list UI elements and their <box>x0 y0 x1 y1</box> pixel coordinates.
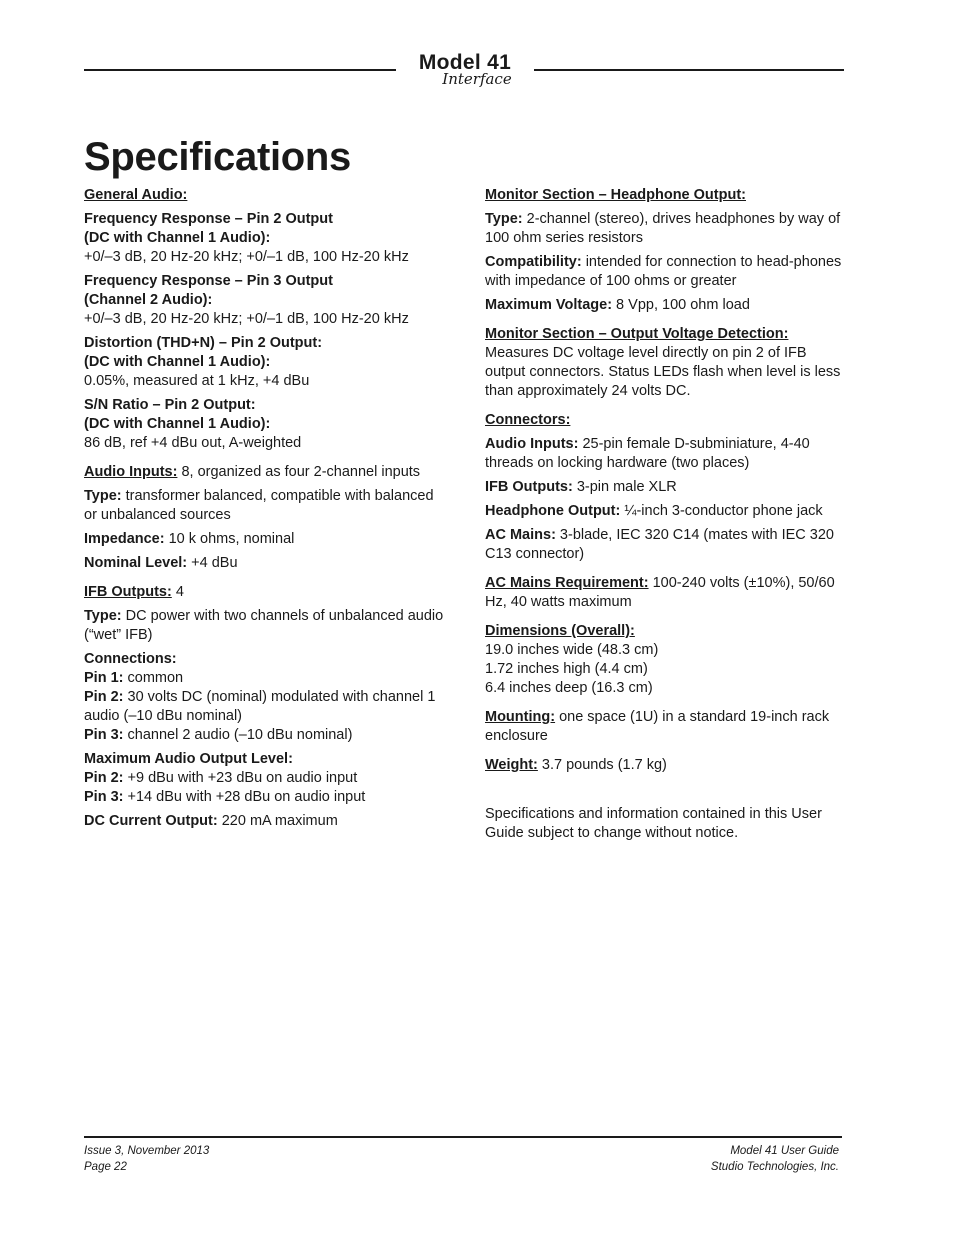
freq-response-pin3 <box>84 272 449 329</box>
spec-label: AC Mains: <box>485 527 556 543</box>
spec-value: 19.0 inches wide (48.3 cm) <box>485 642 659 658</box>
weight-heading: Weight: <box>485 757 538 773</box>
change-notice: Specifications and information contained in this User Guide subject to change without notice. <box>485 806 822 841</box>
spec-value: 3.7 pounds (1.7 kg) <box>537 757 667 773</box>
spec-value: +0/–3 dB, 20 Hz-20 kHz; +0/–1 dB, 100 Hz-20 kHz <box>84 249 409 265</box>
input-type-spec <box>84 487 449 525</box>
spec-heading: (DC with Channel 1 Audio): <box>84 416 271 432</box>
spec-value: 8, organized as four 2-channel inputs <box>177 464 421 480</box>
spec-value: +4 dBu <box>187 555 238 571</box>
spec-heading: Connections: <box>84 651 177 667</box>
spec-label: Pin 3: <box>84 727 124 743</box>
spec-label: Pin 2: <box>84 770 124 786</box>
compatibility-spec <box>485 253 845 291</box>
mounting-spec <box>485 708 845 746</box>
audio-inputs-spec <box>84 463 449 482</box>
spec-label: Pin 1: <box>84 670 124 686</box>
spec-heading: Frequency Response – Pin 3 Output <box>84 273 333 289</box>
spec-value: 3-blade, IEC 320 C14 (mates with IEC 320 C13 connector) <box>485 527 834 562</box>
ifb-outputs-heading: IFB Outputs: <box>84 584 172 600</box>
spec-label: Nominal Level: <box>84 555 188 571</box>
logo-model-text: Model 41 <box>418 51 512 74</box>
spec-value: 8 Vpp, 100 ohm load <box>612 297 750 313</box>
spec-value: DC power with two channels of unbalanced audio (“wet” IFB) <box>84 608 444 643</box>
guide-name: Model 41 User Guide <box>730 1145 839 1157</box>
spec-label: Type: <box>84 608 122 624</box>
spec-value: +9 dBu with +23 dBu on audio input <box>123 770 358 786</box>
spec-value: channel 2 audio (–10 dBu nominal) <box>123 727 353 743</box>
dimensions-spec <box>485 622 845 698</box>
logo-subtitle: Interface <box>442 70 512 88</box>
voltage-detection-spec <box>485 325 845 401</box>
ac-mains-connector-spec <box>485 526 845 564</box>
spec-value: common <box>123 670 184 686</box>
spec-heading: Distortion (THD+N) – Pin 2 Output: <box>84 335 323 351</box>
footer-left <box>84 1143 209 1175</box>
spec-value: 3-pin male XLR <box>572 479 677 495</box>
header-rule-left <box>84 69 396 71</box>
freq-response-pin2 <box>84 210 449 267</box>
spec-value: 0.05%, measured at 1 kHz, +4 dBu <box>84 373 310 389</box>
spec-value: 4 <box>171 584 184 600</box>
spec-value: 220 mA maximum <box>217 813 338 829</box>
footer-rule <box>84 1136 842 1138</box>
spec-value: 1.72 inches high (4.4 cm) <box>485 661 648 677</box>
spec-heading: (Channel 2 Audio): <box>84 292 213 308</box>
hp-type-spec <box>485 210 845 248</box>
distortion-spec <box>84 334 449 391</box>
voltage-detection-heading: Monitor Section – Output Voltage Detection: <box>485 326 789 342</box>
spec-value: +14 dBu with +28 dBu on audio input <box>123 789 366 805</box>
general-audio-heading: General Audio: <box>84 187 188 203</box>
spec-heading: Frequency Response – Pin 2 Output <box>84 211 333 227</box>
monitor-headphone-heading: Monitor Section – Headphone Output: <box>485 187 746 203</box>
spec-label: Impedance: <box>84 531 165 547</box>
page-number: Page 22 <box>84 1161 127 1173</box>
page-title: Specifications <box>84 135 351 179</box>
ifb-outputs-spec <box>84 583 449 602</box>
mounting-heading: Mounting: <box>485 709 556 725</box>
spec-value: 86 dB, ref +4 dBu out, A-weighted <box>84 435 302 451</box>
max-voltage-spec <box>485 296 845 315</box>
spec-value: 2-channel (stereo), drives headphones by way of 100 ohm series resistors <box>485 211 841 246</box>
dimensions-heading: Dimensions (Overall): <box>485 623 635 639</box>
ifb-type-spec <box>84 607 449 645</box>
spec-value: 100-240 volts (±10%), 50/60 Hz, 40 watts maximum <box>485 575 835 610</box>
max-output-level-spec <box>84 750 449 807</box>
right-column <box>485 186 845 848</box>
spec-value: one space (1U) in a standard 19-inch rack enclosure <box>485 709 830 744</box>
weight-spec <box>485 756 845 775</box>
ac-mains-requirement-heading: AC Mains Requirement: <box>485 575 649 591</box>
spec-heading: (DC with Channel 1 Audio): <box>84 354 271 370</box>
left-column <box>84 186 449 836</box>
company-name: Studio Technologies, Inc. <box>710 1161 839 1173</box>
spec-label: Maximum Voltage: <box>485 297 613 313</box>
ifb-outputs-connector-spec <box>485 478 845 497</box>
model-logo <box>398 52 532 86</box>
spec-label: Pin 3: <box>84 789 124 805</box>
spec-label: DC Current Output: <box>84 813 218 829</box>
spec-value: 6.4 inches deep (16.3 cm) <box>485 680 653 696</box>
header-rule-right <box>534 69 844 71</box>
audio-inputs-connector-spec <box>485 435 845 473</box>
impedance-spec <box>84 530 449 549</box>
spec-label: Audio Inputs: <box>485 436 579 452</box>
spec-value: 25-pin female D-subminiature, 4-40 threads on locking hardware (two places) <box>485 436 810 471</box>
ac-mains-requirement-spec <box>485 574 845 612</box>
spec-label: Type: <box>485 211 523 227</box>
footer-right <box>600 1143 839 1175</box>
audio-inputs-heading: Audio Inputs: <box>84 464 178 480</box>
spec-heading: S/N Ratio – Pin 2 Output: <box>84 397 256 413</box>
spec-label: Pin 2: <box>84 689 124 705</box>
spec-value: +0/–3 dB, 20 Hz-20 kHz; +0/–1 dB, 100 Hz-20 kHz <box>84 311 409 327</box>
spec-heading: Maximum Audio Output Level: <box>84 751 293 767</box>
spec-value: ¼-inch 3-conductor phone jack <box>620 503 823 519</box>
issue-date: Issue 3, November 2013 <box>84 1145 210 1157</box>
dc-current-spec <box>84 812 449 831</box>
nominal-level-spec <box>84 554 449 573</box>
connectors-heading: Connectors: <box>485 412 571 428</box>
sn-ratio-spec <box>84 396 449 453</box>
spec-value: transformer balanced, compatible with balanced or unbalanced sources <box>84 488 434 523</box>
spec-label: Type: <box>84 488 122 504</box>
spec-value: 10 k ohms, nominal <box>164 531 295 547</box>
headphone-output-connector-spec <box>485 502 845 521</box>
spec-label: Compatibility: <box>485 254 582 270</box>
spec-label: Headphone Output: <box>485 503 621 519</box>
spec-value: Measures DC voltage level directly on pin 2 of IFB output connectors. Status LEDs flash when level is less than approximately 24 volts DC. <box>485 345 841 399</box>
connections-spec <box>84 650 449 745</box>
spec-value: 30 volts DC (nominal) modulated with channel 1 audio (–10 dBu nominal) <box>84 689 436 724</box>
spec-heading: (DC with Channel 1 Audio): <box>84 230 271 246</box>
spec-value: intended for connection to head-phones with impedance of 100 ohms or greater <box>485 254 842 289</box>
spec-label: IFB Outputs: <box>485 479 573 495</box>
